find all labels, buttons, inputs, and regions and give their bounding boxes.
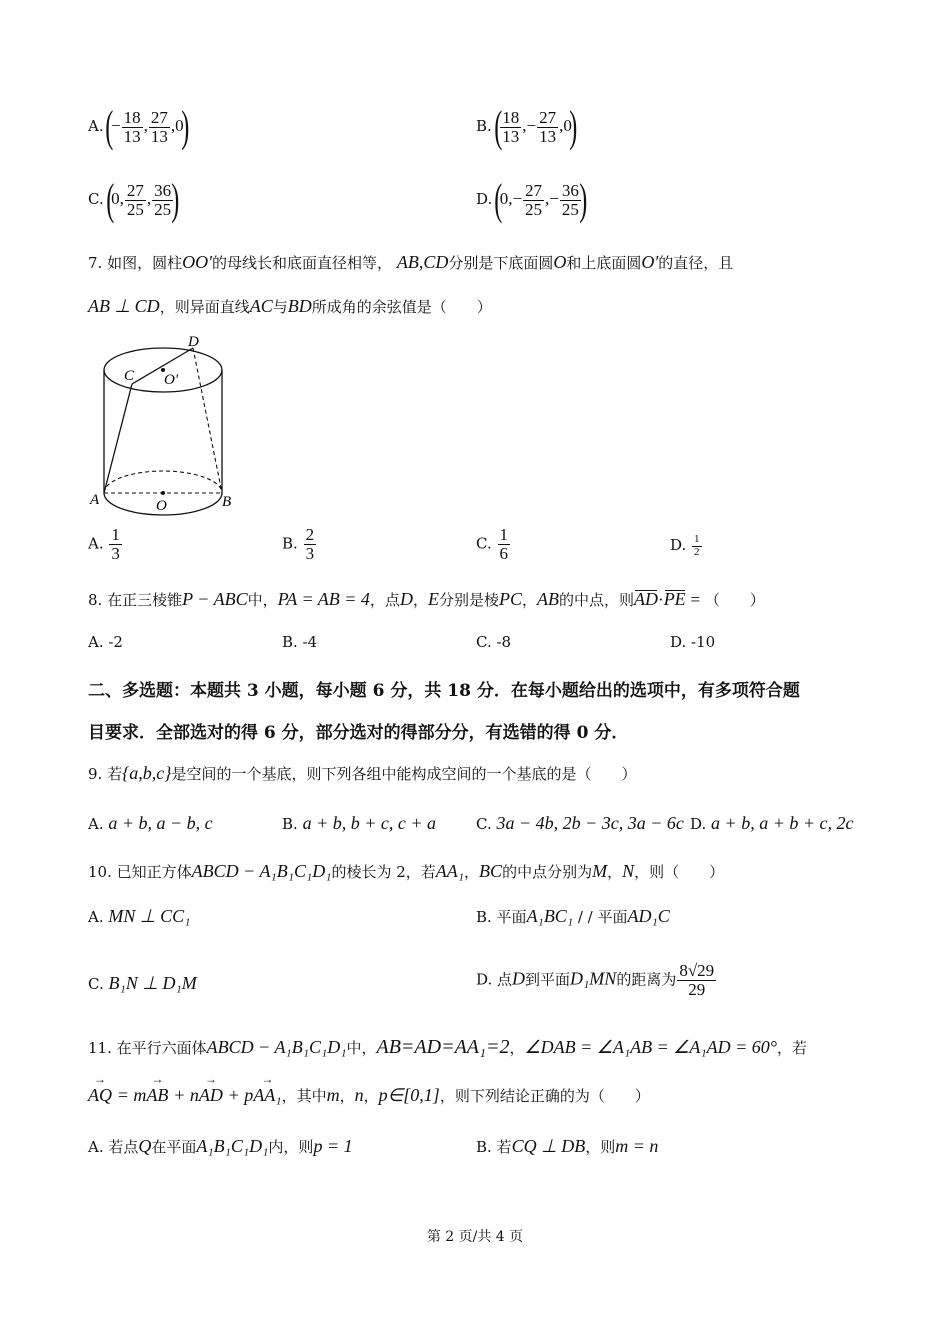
q7-option-d[interactable]: D. $\frac{1}{2}$	[670, 533, 700, 558]
q7-option-c[interactable]: C. $\frac{1}{6}$	[476, 525, 508, 563]
q10-option-d[interactable]: D. 点D到平面D₁MN的距离为 $\frac{8√29}{29}$	[476, 961, 715, 999]
fraction: $\frac{27}{25}$	[525, 180, 543, 219]
fraction: $\frac{36}{25}$	[154, 180, 172, 219]
q8-option-c[interactable]: C. -8	[476, 633, 512, 651]
q9-option-d[interactable]: D. a + b, a + b + c, 2c	[690, 813, 854, 833]
q9-option-a[interactable]: A. a + b, a − b, c	[88, 813, 213, 833]
q10-stem: 10. 已知正方体ABCD − A₁B₁C₁D₁的棱长为 2，若AA₁，BC的中点分别为M，N，则（ ）	[88, 861, 725, 881]
q6-option-c[interactable]: C. (0, $\frac{27}{25}$ , $\frac{36}{25}$ )	[88, 175, 180, 224]
label-b: B	[222, 494, 232, 510]
q8-option-a[interactable]: A. -2	[88, 633, 123, 651]
q10-option-c[interactable]: C. B₁N ⊥ D₁M	[88, 973, 197, 993]
q9-stem: 9. 若{a,b,c}是空间的一个基底，则下列各组中能构成空间的一个基底的是（ ）	[88, 763, 637, 783]
q11-stem-line2: AQ → = mAB → + nAD → + pAA₁ →，其中m，n，p∈[0,1]，则下列结论正确的为（ ）	[88, 1085, 650, 1106]
q11-option-b[interactable]: B. 若CQ ⊥ DB，则m = n	[476, 1136, 659, 1156]
option-label: B.	[476, 117, 492, 135]
fraction: $\frac{27}{25}$	[126, 180, 144, 219]
option-label: C.	[88, 190, 104, 208]
bottom-back-arc	[104, 471, 222, 493]
q7-option-b[interactable]: B. $\frac{2}{3}$	[282, 525, 315, 563]
page-footer: 第 2 页/共 4 页	[426, 1229, 524, 1245]
q9-option-c[interactable]: C. 3a − 4b, 2b − 3c, 3a − 6c	[476, 813, 684, 833]
q10-option-b[interactable]: B. 平面A₁BC₁ / / 平面AD₁C	[476, 906, 670, 926]
option-label: D.	[476, 190, 493, 208]
q6-option-a[interactable]: A. (− $\frac{18}{13}$ , $\frac{27}{13}$ ,0)	[88, 102, 189, 151]
center-o	[161, 491, 165, 495]
q8-option-d[interactable]: D. -10	[670, 633, 716, 651]
q6-option-d[interactable]: D. (0,− $\frac{27}{25}$ ,− $\frac{36}{25}$ )	[476, 175, 588, 224]
q8-option-b[interactable]: B. -4	[282, 633, 318, 651]
q11-option-a[interactable]: A. 若点Q在平面A₁B₁C₁D₁内，则p = 1	[88, 1136, 353, 1156]
q6-option-b[interactable]: B. ( $\frac{18}{13}$ ,− $\frac{27}{13}$ ,0)	[476, 102, 578, 151]
fraction: $\frac{18}{13}$	[123, 107, 141, 146]
q10-option-a[interactable]: A. MN ⊥ CC₁	[88, 906, 191, 926]
label-o-prime: O′	[164, 372, 179, 388]
q9-option-b[interactable]: B. a + b, b + c, c + a	[282, 813, 436, 833]
segment-bd	[193, 348, 222, 493]
fraction: $\frac{18}{13}$	[502, 107, 520, 146]
segment-ac	[104, 384, 132, 493]
q7-stem-line2: AB ⊥ CD，则异面直线AC与BD所成角的余弦值是（ ）	[88, 296, 492, 316]
option-label: A.	[88, 117, 104, 135]
label-o: O	[156, 498, 167, 514]
q11-stem-line1: 11. 在平行六面体ABCD − A₁B₁C₁D₁中，AB=AD=AA₁=2，∠DAB = ∠A₁AB = ∠A₁AD = 60°，若	[88, 1036, 808, 1058]
section2-heading-line2: 目要求．全部选对的得 6 分，部分选对的得部分分，有选错的得 0 分．	[88, 723, 629, 743]
q7-stem-line1: 7. 如图，圆柱OO′的母线长和底面直径相等， AB,CD分别是下底面圆O和上底面圆O′的直径，且	[88, 252, 734, 272]
fraction: $\frac{36}{25}$	[561, 180, 579, 219]
label-a: A	[90, 492, 100, 508]
label-d: D	[188, 334, 199, 350]
diameter-cd	[132, 348, 193, 384]
label-c: C	[124, 368, 135, 384]
cylinder-figure	[80, 328, 250, 518]
fraction: $\frac{27}{13}$	[539, 107, 557, 146]
fraction: $\frac{27}{13}$	[150, 107, 168, 146]
q8-stem: 8. 在正三棱锥P − ABC中，PA = AB = 4，点D，E分别是棱PC，AB的中点，则AD·PE = （ ）	[88, 589, 765, 609]
section2-heading-line1: 二、多选题：本题共 3 小题，每小题 6 分，共 18 分．在每小题给出的选项中，有多项符合题	[88, 681, 800, 701]
q7-option-a[interactable]: A. $\frac{1}{3}$	[88, 525, 120, 563]
